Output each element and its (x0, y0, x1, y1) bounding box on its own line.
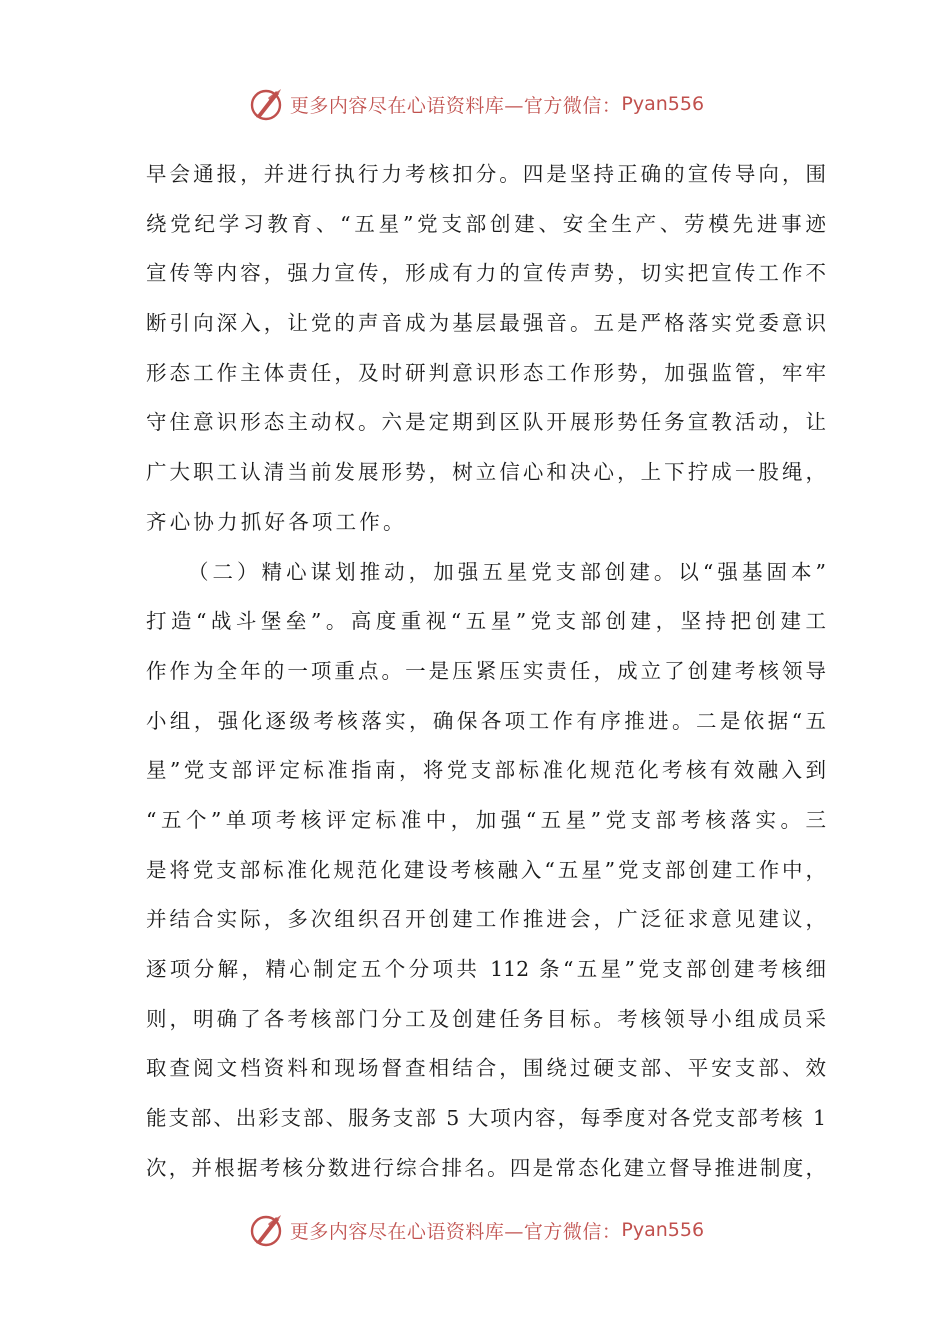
text-line: 宣传等内容，强力宣传，形成有力的宣传声势，切实把宣传工作不 (146, 261, 826, 286)
text-line: 广大职工认清当前发展形势，树立信心和决心，上下拧成一股绳， (146, 460, 826, 485)
watermark-footer (0, 1208, 950, 1252)
text-line: 断引向深入，让党的声音成为基层最强音。五是严格落实党委意识 (146, 311, 826, 336)
text-line: 形态工作主体责任，及时研判意识形态工作形势，加强监管，牢牢 (146, 360, 826, 385)
text-line: 齐心协力抓好各项工作。 (146, 509, 407, 534)
watermark-header (0, 82, 950, 126)
text-line: 次，并根据考核分数进行综合排名。四是常态化建立督导推进制度， (146, 1155, 826, 1180)
text-line: 作作为全年的一项重点。一是压紧压实责任，成立了创建考核领导 (146, 658, 826, 683)
quill-logo-icon (246, 1210, 286, 1250)
watermark-wechat-id: Pyan556 (621, 1219, 705, 1241)
watermark-text: 更多内容尽在心语资料库—官方微信： (289, 94, 622, 117)
text-line: 早会通报，并进行执行力考核扣分。四是坚持正确的宣传导向，围 (146, 162, 826, 186)
text-line: 守住意识形态主动权。六是定期到区队开展形势任务宣教活动，让 (146, 410, 826, 435)
text-line: 取查阅文档资料和现场督查相结合，围绕过硬支部、平安支部、效 (146, 1056, 826, 1081)
text-line: 星”党支部评定标准指南，将党支部标准化规范化考核有效融入到 (146, 758, 826, 783)
watermark-text: 更多内容尽在心语资料库—官方微信： (289, 1220, 622, 1243)
text-line: （二）精心谋划推动，加强五星党支部创建。以“强基固本” (188, 559, 826, 584)
text-line: 能支部、出彩支部、服务支部 5 大项内容，每季度对各党支部考核 1 (146, 1106, 826, 1131)
text-line: 并结合实际，多次组织召开创建工作推进会，广泛征求意见建议， (146, 907, 826, 932)
watermark-wechat-id: Pyan556 (621, 93, 705, 115)
text-line: 是将党支部标准化规范化建设考核融入“五星”党支部创建工作中， (146, 857, 826, 882)
text-line: 绕党纪学习教育、“五星”党支部创建、安全生产、劳模先进事迹 (146, 211, 826, 236)
text-line: 小组，强化逐级考核落实，确保各项工作有序推进。二是依据“五 (146, 708, 826, 733)
text-line: “五个”单项考核评定标准中，加强“五星”党支部考核落实。三 (146, 807, 826, 832)
text-line: 则，明确了各考核部门分工及创建任务目标。考核领导小组成员采 (146, 1006, 826, 1031)
text-line: 逐项分解，精心制定五个分项共 112 条“五星”党支部创建考核细 (146, 957, 826, 981)
quill-logo-icon (246, 84, 286, 124)
document-body (146, 150, 826, 1193)
text-line: 打造“战斗堡垒”。高度重视“五星”党支部创建，坚持把创建工 (146, 609, 826, 634)
